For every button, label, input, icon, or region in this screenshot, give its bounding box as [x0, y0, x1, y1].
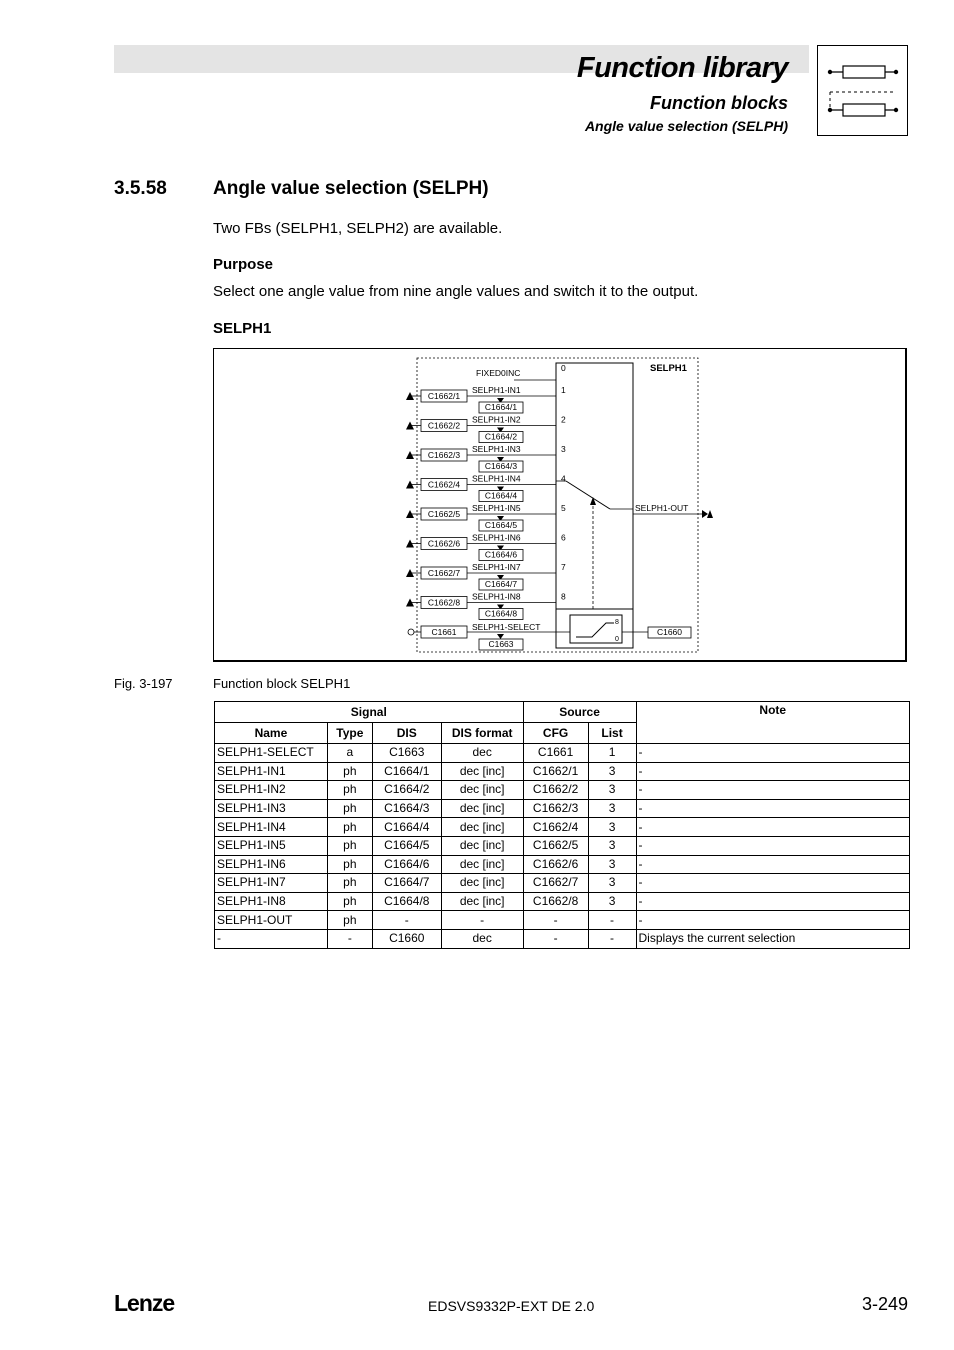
table-group-header	[215, 702, 910, 723]
fb-select-input-terminal	[408, 629, 414, 635]
table-cell: SELPH1-IN5	[215, 836, 328, 855]
table-cell: C1664/1	[372, 762, 441, 781]
fb-input-name: SELPH1-IN2	[472, 414, 521, 425]
table-cell: -	[636, 874, 909, 893]
table-cell: 3	[588, 836, 636, 855]
table-cell: ph	[327, 855, 372, 874]
section-number: 3.5.58	[114, 178, 167, 199]
table-cell: dec [inc]	[441, 799, 523, 818]
table-cell: 3	[588, 855, 636, 874]
table-cell: -	[636, 781, 909, 800]
table-cell: C1664/3	[372, 799, 441, 818]
fb-input-dis: C1664/5	[484, 520, 518, 530]
fb-input-dis: C1664/6	[484, 549, 518, 560]
function-block-diagram	[213, 348, 907, 662]
table-cell: C1662/5	[523, 836, 588, 855]
fb-input-dis: C1664/7	[484, 579, 518, 589]
table-cell: dec [inc]	[441, 762, 523, 781]
table-row	[215, 744, 910, 763]
table-cell: SELPH1-IN7	[215, 874, 328, 893]
table-cell: C1662/8	[523, 892, 588, 911]
table-row	[215, 874, 910, 893]
table-cell: C1660	[372, 929, 441, 948]
fb-index-0: 0	[561, 363, 566, 373]
table-cell: dec [inc]	[441, 874, 523, 893]
fb-select-cfg: C1661	[431, 627, 457, 637]
fb-input-name: SELPH1-IN3	[472, 444, 521, 454]
page-subtitle: Function blocks	[649, 93, 788, 113]
fb-select-row	[408, 615, 691, 650]
fb-input-index: 5	[561, 503, 566, 513]
fb-input-row	[406, 444, 566, 472]
fb-output-name: SELPH1-OUT	[635, 503, 689, 513]
table-cell: ph	[327, 799, 372, 818]
table-cell: SELPH1-OUT	[215, 911, 328, 930]
column-header: Type	[327, 723, 372, 744]
table-cell: -	[441, 911, 523, 930]
fb-input-name: SELPH1-IN1	[472, 385, 521, 395]
table-cell: SELPH1-SELECT	[215, 744, 328, 763]
table-cell: dec	[441, 744, 523, 763]
table-cell: ph	[327, 874, 372, 893]
fb-input-dis: C1664/1	[484, 402, 518, 412]
table-cell: C1664/2	[372, 781, 441, 800]
table-cell: dec [inc]	[441, 892, 523, 911]
lenze-logo: Lenze	[114, 1290, 175, 1316]
purpose-text: Select one angle value from nine angle values and switch it to the output.	[213, 283, 699, 300]
fb-input-row	[406, 385, 566, 413]
fb-input-name: SELPH1-IN4	[472, 473, 521, 484]
fb-input-index: 3	[561, 444, 566, 454]
table-cell: SELPH1-IN6	[215, 855, 328, 874]
table-cell: SELPH1-IN3	[215, 799, 328, 818]
table-row	[215, 836, 910, 855]
purpose-heading: Purpose	[213, 256, 274, 273]
fb-input-cfg: C1662/7	[427, 568, 461, 578]
figure-number: Fig. 3-197	[114, 676, 173, 691]
fb-input-dis: C1664/4	[484, 490, 518, 501]
fb-input-name: SELPH1-IN5	[472, 503, 521, 513]
table-cell: -	[588, 911, 636, 930]
column-header: DIS format	[441, 723, 523, 744]
fb-input-cfg: C1662/5	[427, 509, 461, 519]
document-id: EDSVS9332P-EXT DE 2.0	[428, 1298, 595, 1314]
fb-block-name: SELPH1	[650, 363, 687, 374]
signal-table	[214, 701, 910, 949]
fb-input-cfg: C1662/2	[427, 420, 461, 431]
fb-input-index: 6	[561, 532, 566, 543]
table-cell: ph	[327, 818, 372, 837]
table-cell: -	[523, 929, 588, 948]
table-cell: C1662/3	[523, 799, 588, 818]
table-cell: -	[636, 818, 909, 837]
table-cell: C1664/7	[372, 874, 441, 893]
fb-input-index: 1	[561, 385, 566, 395]
table-cell: SELPH1-IN2	[215, 781, 328, 800]
fb-input-row	[406, 415, 566, 443]
table-cell: -	[636, 892, 909, 911]
fb-input-dis: C1664/2	[484, 431, 518, 442]
page-subsubtitle: Angle value selection (SELPH)	[584, 118, 788, 134]
column-header: CFG	[523, 723, 588, 744]
table-cell: Displays the current selection	[636, 929, 909, 948]
table-cell: ph	[327, 911, 372, 930]
fb-input-row	[406, 592, 566, 620]
table-cell: dec [inc]	[441, 818, 523, 837]
fb-input-row	[406, 562, 566, 590]
function-block-icon-graphic	[818, 46, 907, 135]
table-cell: C1664/5	[372, 836, 441, 855]
page-number: 3-249	[861, 1294, 908, 1314]
table-cell: 3	[588, 762, 636, 781]
table-cell: C1663	[372, 744, 441, 763]
table-row	[215, 929, 910, 948]
fb-inputs	[406, 385, 566, 620]
table-cell: SELPH1-IN1	[215, 762, 328, 781]
table-cell: 3	[588, 799, 636, 818]
table-cell: a	[327, 744, 372, 763]
function-block-icon	[817, 45, 908, 136]
table-cell: ph	[327, 781, 372, 800]
fb-input-row	[406, 474, 566, 502]
fb-input-name: SELPH1-IN7	[472, 562, 521, 572]
source-group-header: Source	[523, 702, 636, 723]
page-title: Function library	[576, 52, 788, 84]
fb-switch-contact	[566, 481, 610, 509]
table-cell: C1662/1	[523, 762, 588, 781]
fb-input-row	[406, 503, 566, 531]
table-cell: -	[523, 911, 588, 930]
table-cell: -	[636, 762, 909, 781]
fb-input-cfg: C1662/1	[427, 391, 461, 401]
table-cell: -	[327, 929, 372, 948]
table-cell: -	[588, 929, 636, 948]
table-cell: C1662/7	[523, 874, 588, 893]
figure-caption: Function block SELPH1	[213, 676, 351, 691]
fb-input-cfg: C1662/3	[427, 450, 461, 460]
fb-switch	[556, 481, 633, 609]
intro-text: Two FBs (SELPH1, SELPH2) are available.	[213, 220, 503, 237]
table-cell: -	[636, 744, 909, 763]
fb-input-name: SELPH1-IN6	[472, 532, 521, 543]
table-cell: 3	[588, 818, 636, 837]
function-block-diagram-svg	[214, 349, 906, 660]
fb-output	[633, 503, 713, 518]
table-row	[215, 818, 910, 837]
table-cell: C1662/4	[523, 818, 588, 837]
fb-core	[556, 363, 633, 648]
fb-input-row	[406, 533, 566, 561]
fb-input-index: 8	[561, 591, 566, 602]
fb-input-index: 4	[561, 473, 566, 484]
table-row	[215, 911, 910, 930]
table-cell: -	[636, 799, 909, 818]
fb-input-index: 7	[561, 562, 566, 572]
table-cell: 3	[588, 781, 636, 800]
table-cell: C1661	[523, 744, 588, 763]
signal-group-header: Signal	[215, 702, 524, 723]
fb-limiter-min: 0	[615, 636, 619, 643]
table-cell: -	[636, 911, 909, 930]
table-cell: ph	[327, 762, 372, 781]
table-cell: 1	[588, 744, 636, 763]
table-cell: C1664/6	[372, 855, 441, 874]
table-cell: C1662/6	[523, 855, 588, 874]
column-header: DIS	[372, 723, 441, 744]
fb-fixed-input-label: FIXED0INC	[476, 368, 521, 378]
table-cell: C1664/4	[372, 818, 441, 837]
table-row	[215, 799, 910, 818]
block-heading: SELPH1	[213, 320, 272, 337]
fb-select-dis: C1663	[488, 639, 514, 649]
table-cell: -	[636, 855, 909, 874]
table-row	[215, 892, 910, 911]
table-cell: SELPH1-IN4	[215, 818, 328, 837]
fb-input-cfg: C1662/4	[427, 479, 461, 490]
fb-input-dis: C1664/8	[484, 608, 518, 619]
section-title: Angle value selection (SELPH)	[213, 178, 489, 199]
table-cell: SELPH1-IN8	[215, 892, 328, 911]
table-cell: -	[372, 911, 441, 930]
table-cell: C1664/8	[372, 892, 441, 911]
table-cell: dec [inc]	[441, 855, 523, 874]
table-cell: dec [inc]	[441, 836, 523, 855]
table-row	[215, 855, 910, 874]
table-cell: dec	[441, 929, 523, 948]
table-row	[215, 781, 910, 800]
table-cell: -	[215, 929, 328, 948]
fb-input-cfg: C1662/8	[427, 597, 461, 608]
table-row	[215, 762, 910, 781]
table-body	[215, 744, 910, 949]
fb-select-name: SELPH1-SELECT	[472, 622, 541, 632]
column-header: Name	[215, 723, 328, 744]
table-cell: dec [inc]	[441, 781, 523, 800]
fb-input-index: 2	[561, 414, 566, 425]
table-cell: 3	[588, 892, 636, 911]
table-cell: ph	[327, 836, 372, 855]
table-cell: ph	[327, 892, 372, 911]
note-header: Note	[636, 702, 909, 744]
fb-limiter-max: 8	[615, 619, 619, 626]
fb-input-dis: C1664/3	[484, 461, 518, 471]
fb-input-cfg: C1662/6	[427, 538, 461, 549]
fb-display-code: C1660	[656, 627, 683, 637]
table-cell: -	[636, 836, 909, 855]
table-cell: C1662/2	[523, 781, 588, 800]
column-header: List	[588, 723, 636, 744]
fb-input-name: SELPH1-IN8	[472, 591, 521, 602]
table-cell: 3	[588, 874, 636, 893]
